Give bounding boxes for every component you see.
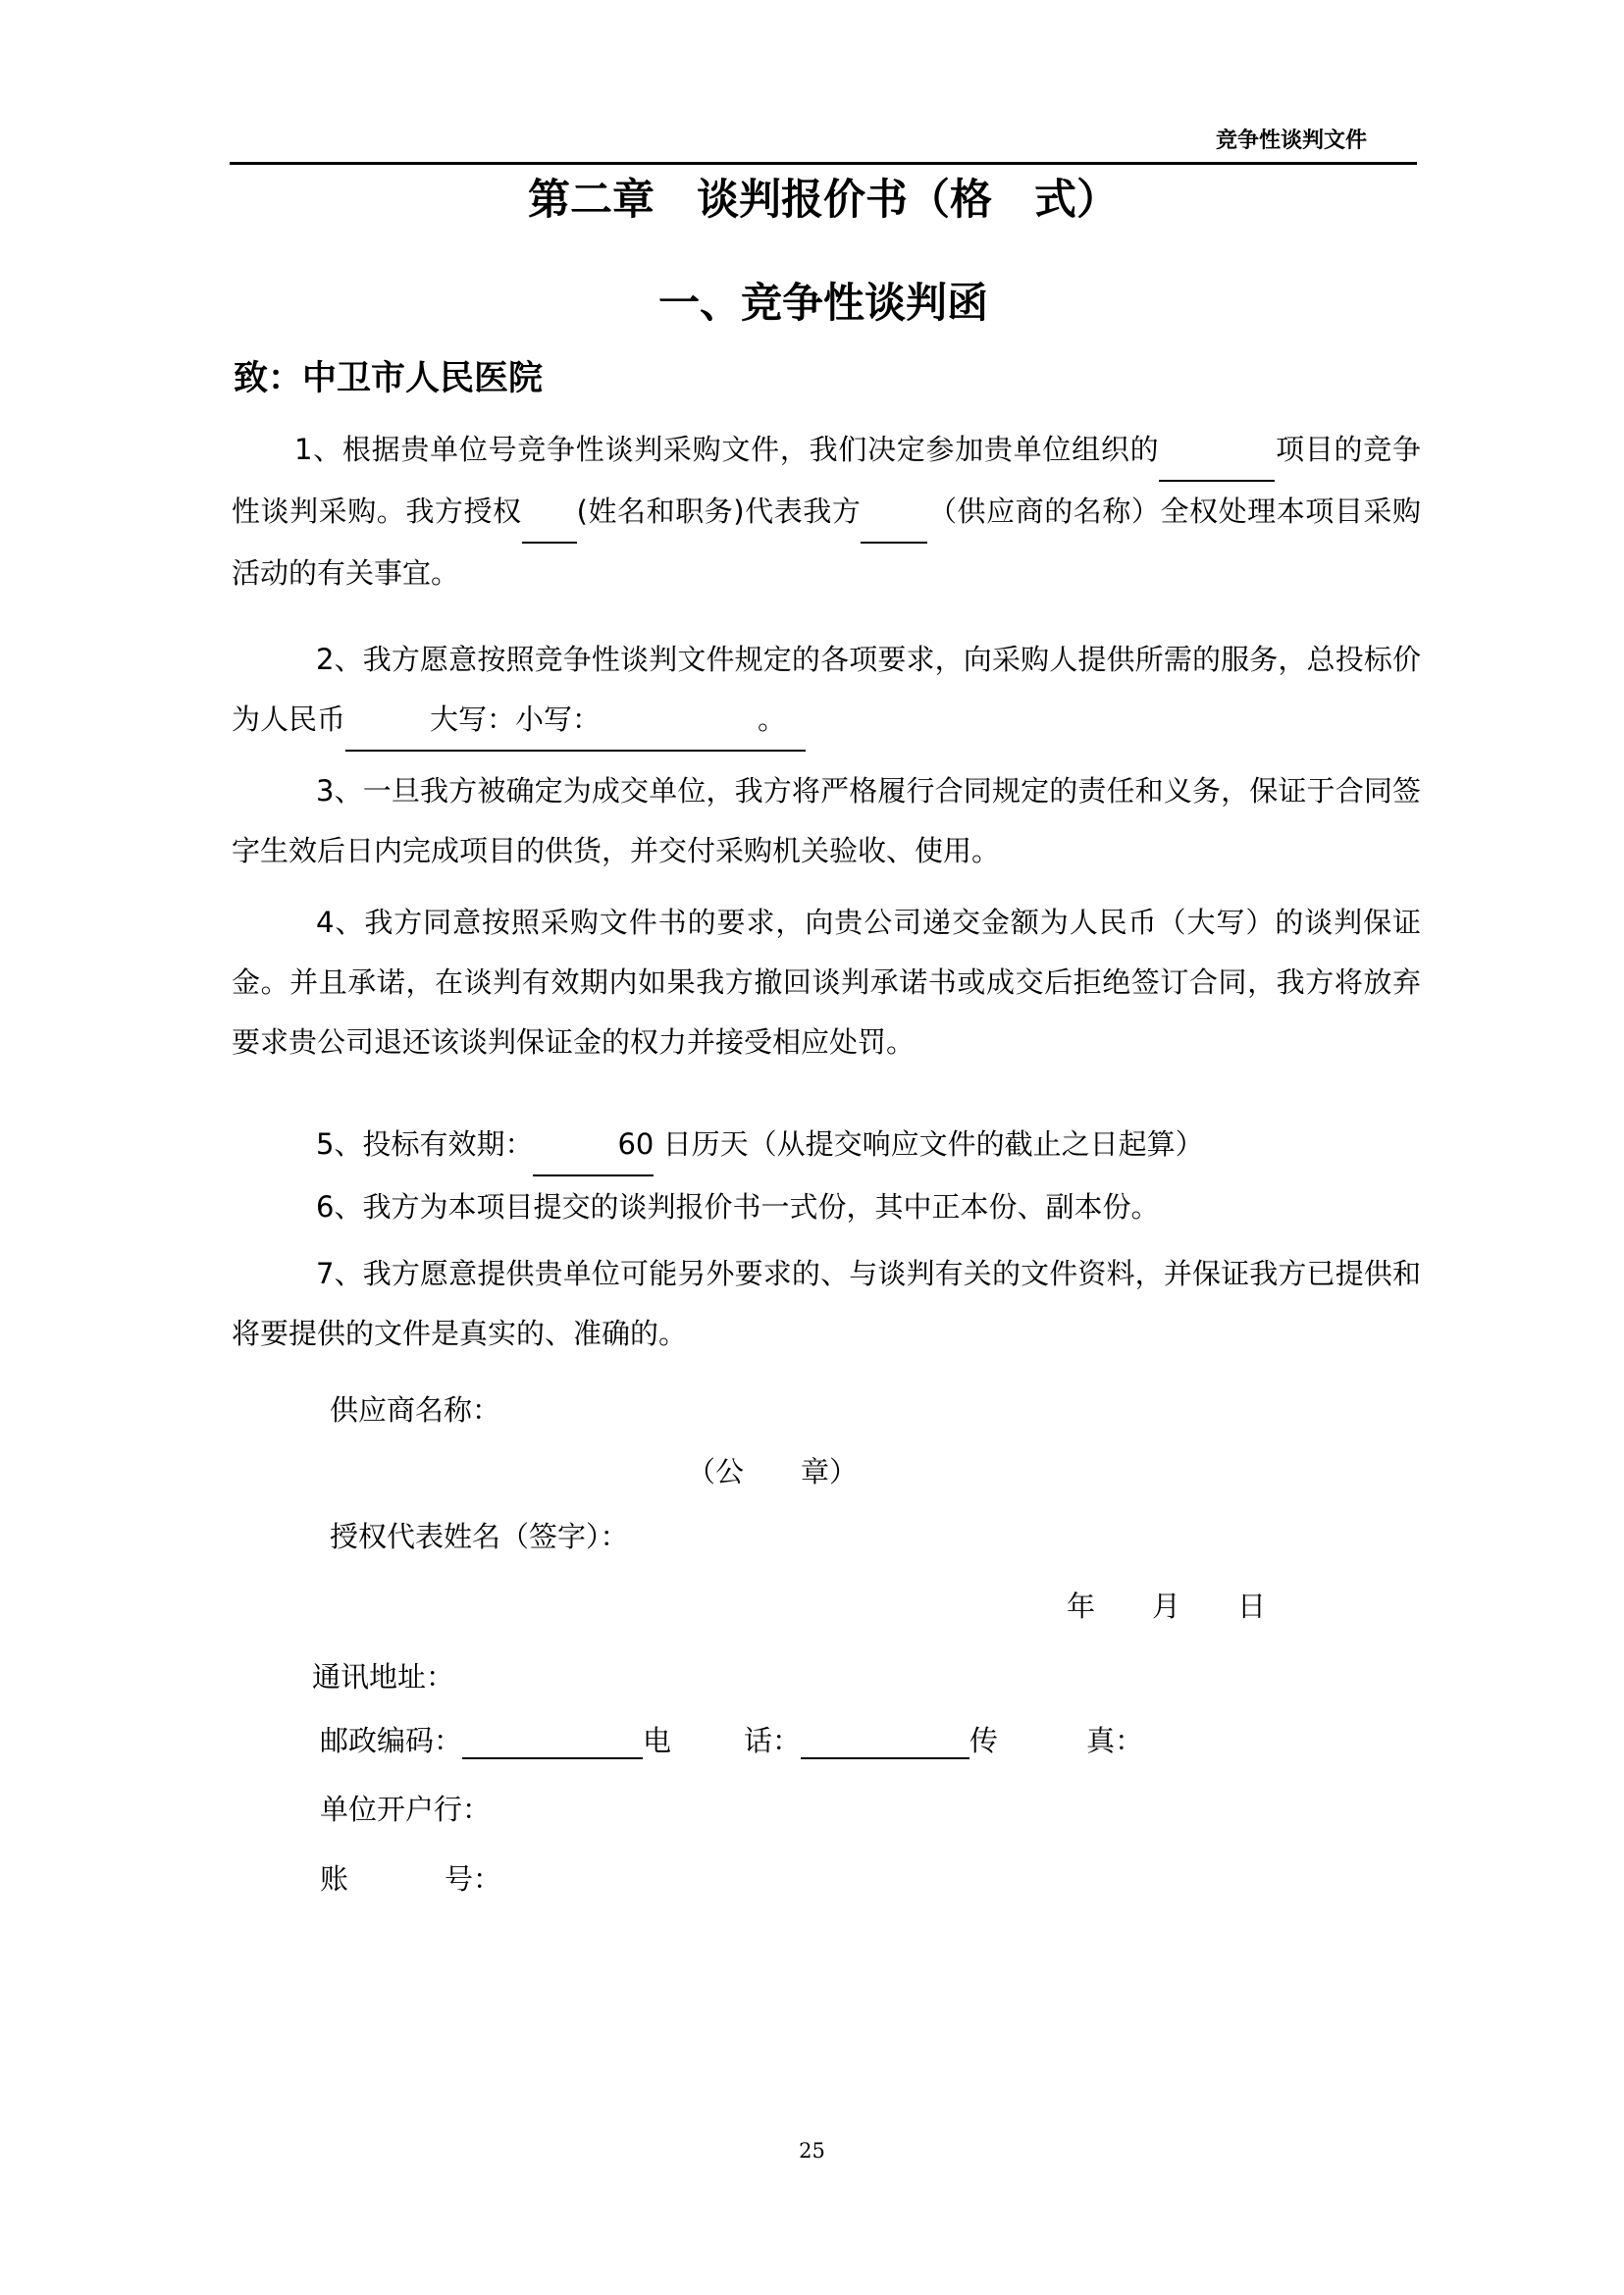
account-line (320, 1857, 501, 1898)
validity-days: 60 (533, 1115, 654, 1176)
paragraph-6: 6、我方为本项目提交的谈判报价书一式份，其中正本份、副本份。 (316, 1190, 1160, 1224)
page-number: 25 (799, 2139, 825, 2163)
account-label-a: 账 (320, 1862, 349, 1896)
phone-label-b: 话： (744, 1724, 802, 1757)
account-label-b: 号： (445, 1862, 502, 1896)
supplier-name-blank (861, 482, 927, 544)
paragraph-7: 7、我方愿意提供贵单位可能另外要求的、与谈判有关的文件资料，并保证我方已提供和将要提供的文件是真实的、准确的。 (232, 1257, 1421, 1350)
paragraph-1 (232, 420, 1421, 603)
paragraph-1-text-d: （供应商的名称）全权处理本项目采购活动的有关事宜。 (232, 495, 1421, 590)
paragraph-2 (232, 630, 1421, 752)
supplier-name-label: 供应商名称： (330, 1393, 501, 1427)
seal-label: （公 章） (687, 1455, 859, 1488)
date-label: 年 月 日 (1067, 1590, 1267, 1623)
representative-blank (522, 482, 577, 544)
paragraph-3: 3、一旦我方被确定为成交单位，我方将严格履行合同规定的责任和义务，保证于合同签字生效后日内完成项目的供货，并交付采购机关验收、使用。 (232, 774, 1421, 867)
running-header: 竞争性谈判文件 (1215, 129, 1367, 153)
paragraph-1-text-b: 项目的竞争性谈判采购。我方授权 (232, 433, 1421, 528)
total-price-end: 。 (758, 703, 787, 736)
representative-signature-label: 授权代表姓名（签字）： (330, 1520, 629, 1553)
header-rule (230, 162, 1417, 165)
paragraph-4: 4、我方同意按照采购文件书的要求，向贵公司递交金额为人民币（大写）的谈判保证金。并且承诺，在谈判有效期内如果我方撤回谈判承诺书或成交后拒绝签订合同，我方将放弃要求贵公司退还该谈判保证金的权力并接受相应处罚。 (232, 906, 1421, 1059)
section-title: 一、竞争性谈判函 (657, 279, 988, 327)
paragraph-1-text-a: 1、根据贵单位号竞争性谈判采购文件，我们决定参加贵单位组织的 (294, 433, 1160, 466)
validity-label: 5、投标有效期： (316, 1127, 534, 1161)
paragraph-5 (232, 1115, 1421, 1176)
paragraph-1-text-c: (姓名和职务)代表我方 (576, 495, 862, 528)
total-price-field (345, 690, 806, 752)
chapter-title: 第二章 谈判报价书（格 式） (528, 176, 1119, 225)
contact-line (320, 1719, 1143, 1759)
address-label: 通讯地址： (312, 1660, 455, 1694)
phone-blank (801, 1724, 969, 1759)
total-price-label: 大写：小写： (430, 703, 602, 736)
fax-label-a: 传 (969, 1724, 999, 1757)
bank-label: 单位开户行： (320, 1793, 492, 1826)
project-name-blank (1159, 420, 1275, 482)
postcode-blank (462, 1724, 643, 1759)
paragraph-2-text-a: 2、我方愿意按照竞争性谈判文件规定的各项要求，向采购人提供所需的服务，总投标价为人民币 (232, 643, 1421, 736)
addressee: 致：中卫市人民医院 (234, 359, 544, 398)
postcode-label: 邮政编码： (320, 1724, 463, 1757)
validity-text: 日历天（从提交响应文件的截止之日起算） (654, 1127, 1204, 1161)
fax-label-b: 真： (1086, 1724, 1144, 1757)
phone-label-a: 电 (643, 1724, 672, 1757)
